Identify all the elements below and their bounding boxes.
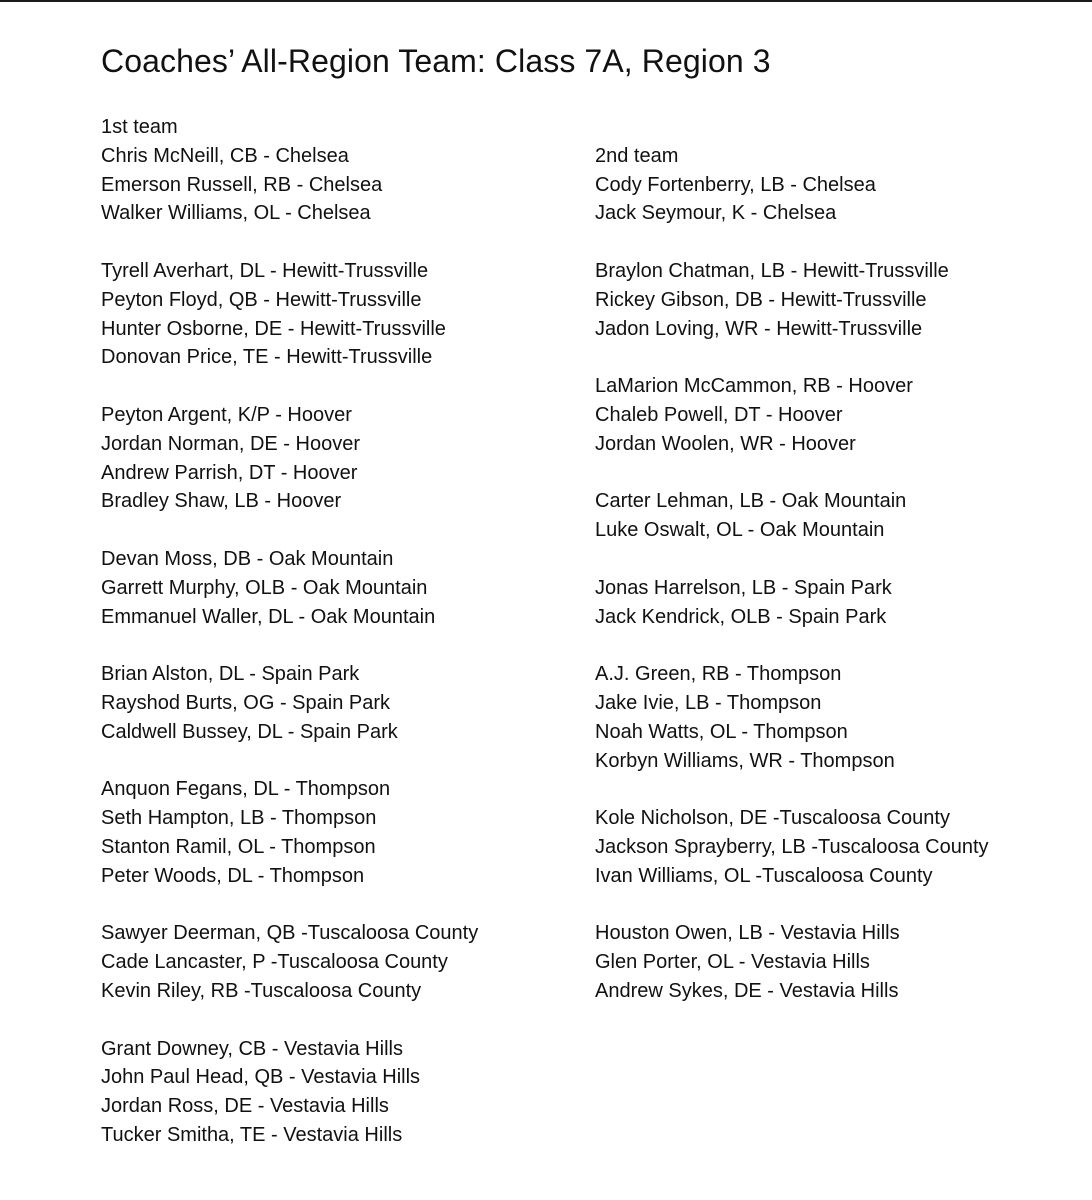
- group-spacer: [101, 891, 478, 920]
- player-entry: Peyton Floyd, QB - Hewitt-Trussville: [101, 288, 422, 311]
- player-entry: Grant Downey, CB - Vestavia Hills: [101, 1037, 403, 1060]
- player-entry: Houston Owen, LB - Vestavia Hills: [595, 922, 900, 945]
- group-spacer: [595, 228, 989, 257]
- group-spacer: [101, 372, 478, 401]
- player-entry: Peyton Argent, K/P - Hoover: [101, 403, 352, 426]
- player-entry: Andrew Parrish, DT - Hoover: [101, 461, 358, 484]
- player-entry: Jordan Ross, DE - Vestavia Hills: [101, 1095, 389, 1118]
- group-spacer: [101, 1006, 478, 1035]
- player-entry: Garrett Murphy, OLB - Oak Mountain: [101, 576, 428, 599]
- player-entry: Caldwell Bussey, DL - Spain Park: [101, 720, 398, 743]
- player-entry: Ivan Williams, OL -Tuscaloosa County: [595, 864, 933, 887]
- player-entry: Jadon Loving, WR - Hewitt-Trussville: [595, 317, 923, 340]
- player-entry: Rayshod Burts, OG - Spain Park: [101, 691, 391, 714]
- player-entry: Chris McNeill, CB - Chelsea: [101, 144, 349, 167]
- group-spacer: [101, 516, 478, 545]
- group-spacer: [595, 775, 989, 804]
- page-title: Coaches’ All-Region Team: Class 7A, Region 3: [101, 43, 771, 79]
- player-entry: Peter Woods, DL - Thompson: [101, 864, 365, 887]
- player-entry: Donovan Price, TE - Hewitt-Trussville: [101, 346, 433, 369]
- top-border-rule: [0, 0, 1092, 2]
- second-team-list: [595, 171, 989, 1006]
- player-entry: Jordan Norman, DE - Hoover: [101, 432, 360, 455]
- first-team-list: [101, 142, 478, 1150]
- player-entry: Korbyn Williams, WR - Thompson: [595, 749, 895, 772]
- second-team-column: [595, 142, 989, 1006]
- group-spacer: [595, 545, 989, 574]
- player-entry: Sawyer Deerman, QB -Tuscaloosa County: [101, 922, 479, 945]
- player-entry: Glen Porter, OL - Vestavia Hills: [595, 951, 870, 974]
- player-entry: Jack Kendrick, OLB - Spain Park: [595, 605, 887, 628]
- player-entry: Jack Seymour, K - Chelsea: [595, 202, 837, 225]
- player-entry: Emerson Russell, RB - Chelsea: [101, 173, 383, 196]
- first-team-column: [101, 113, 478, 1150]
- group-spacer: [101, 631, 478, 660]
- group-spacer: [595, 459, 989, 488]
- player-entry: Emmanuel Waller, DL - Oak Mountain: [101, 605, 436, 628]
- player-entry: Kole Nicholson, DE -Tuscaloosa County: [595, 807, 950, 830]
- first-team-heading: 1st team: [101, 116, 178, 138]
- player-entry: Braylon Chatman, LB - Hewitt-Trussville: [595, 259, 949, 282]
- group-spacer: [101, 747, 478, 776]
- group-spacer: [595, 891, 989, 920]
- group-spacer: [101, 228, 478, 257]
- player-entry: Hunter Osborne, DE - Hewitt-Trussville: [101, 317, 446, 340]
- player-entry: Carter Lehman, LB - Oak Mountain: [595, 490, 907, 513]
- player-entry: Luke Oswalt, OL - Oak Mountain: [595, 519, 885, 542]
- player-entry: Jordan Woolen, WR - Hoover: [595, 432, 856, 455]
- player-entry: Tyrell Averhart, DL - Hewitt-Trussville: [101, 259, 429, 282]
- player-entry: Brian Alston, DL - Spain Park: [101, 663, 360, 686]
- player-entry: Anquon Fegans, DL - Thompson: [101, 778, 391, 801]
- player-entry: Devan Moss, DB - Oak Mountain: [101, 547, 394, 570]
- player-entry: Jake Ivie, LB - Thompson: [595, 691, 822, 714]
- group-spacer: [595, 343, 989, 372]
- group-spacer: [595, 631, 989, 660]
- player-entry: A.J. Green, RB - Thompson: [595, 663, 842, 686]
- player-entry: Jonas Harrelson, LB - Spain Park: [595, 576, 892, 599]
- player-entry: Tucker Smitha, TE - Vestavia Hills: [101, 1123, 403, 1146]
- player-entry: Stanton Ramil, OL - Thompson: [101, 835, 376, 858]
- second-team-heading: 2nd team: [595, 144, 679, 167]
- player-entry: Jackson Sprayberry, LB -Tuscaloosa County: [595, 835, 989, 858]
- player-entry: Andrew Sykes, DE - Vestavia Hills: [595, 979, 899, 1002]
- player-entry: Kevin Riley, RB -Tuscaloosa County: [101, 979, 422, 1002]
- player-entry: John Paul Head, QB - Vestavia Hills: [101, 1066, 421, 1089]
- player-entry: Rickey Gibson, DB - Hewitt-Trussville: [595, 288, 927, 311]
- player-entry: Cade Lancaster, P -Tuscaloosa County: [101, 951, 448, 974]
- player-entry: Walker Williams, OL - Chelsea: [101, 202, 371, 225]
- player-entry: Cody Fortenberry, LB - Chelsea: [595, 173, 876, 196]
- player-entry: Noah Watts, OL - Thompson: [595, 720, 848, 743]
- player-entry: Bradley Shaw, LB - Hoover: [101, 490, 342, 513]
- player-entry: Chaleb Powell, DT - Hoover: [595, 403, 843, 426]
- player-entry: LaMarion McCammon, RB - Hoover: [595, 375, 913, 398]
- player-entry: Seth Hampton, LB - Thompson: [101, 807, 377, 830]
